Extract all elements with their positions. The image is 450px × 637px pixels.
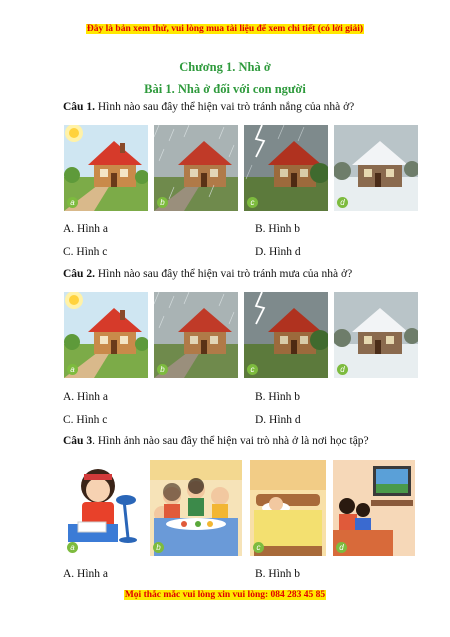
image-label-badge: a — [67, 197, 78, 208]
image-label-badge: c — [247, 197, 258, 208]
q2-image-a-sunny-house — [64, 292, 148, 378]
image-label-badge: c — [253, 542, 264, 553]
question-1-text: Hình nào sau đây thể hiện vai trò tránh nắng của nhà ở? — [94, 101, 355, 113]
footer-contact-notice: Mọi thắc mắc vui lòng xin vui lòng: 084 283 45 85 — [124, 590, 326, 600]
q3-image-c-child-sleeping — [250, 460, 326, 556]
q2-option-d: D. Hình d — [255, 414, 301, 426]
image-label-badge: b — [153, 542, 164, 553]
q1-option-a: A. Hình a — [63, 223, 109, 235]
question-3-text: . Hình ảnh nào sau đây thể hiện vai trò nhà ở là nơi học tập? — [92, 435, 369, 447]
image-label-badge: d — [337, 197, 348, 208]
girl-studying-illustration — [64, 460, 144, 556]
question-2-number: Câu 2. — [63, 268, 95, 280]
q3-image-d-watching-tv — [333, 460, 415, 556]
q2-option-b: B. Hình b — [255, 391, 301, 403]
q3-image-b-family-meal — [150, 460, 242, 556]
question-2 — [63, 268, 352, 280]
child-sleeping-illustration — [250, 460, 326, 556]
q2-image-d-snow-house — [334, 292, 418, 378]
lesson-title: Bài 1. Nhà ở đối với con người — [144, 82, 306, 96]
q2-image-b-rainy-house — [154, 292, 238, 378]
image-label-badge: c — [247, 364, 258, 375]
q2-image-c-storm-house — [244, 292, 328, 378]
preview-notice: Đây là bản xem thử, vui lòng mua tài liệu để xem chi tiết (có lời giải) — [86, 24, 364, 34]
image-label-badge: a — [67, 364, 78, 375]
q1-image-a-sunny-house — [64, 125, 148, 211]
image-label-badge: a — [67, 542, 78, 553]
q1-option-c: C. Hình c — [63, 246, 108, 258]
family-watching-tv-illustration — [333, 460, 415, 556]
q3-image-a-girl-studying — [64, 460, 144, 556]
question-3 — [63, 435, 369, 447]
image-label-badge: d — [336, 542, 347, 553]
question-1 — [63, 101, 354, 113]
q1-image-b-rainy-house — [154, 125, 238, 211]
q2-option-c: C. Hình c — [63, 414, 108, 426]
q3-option-a: A. Hình a — [63, 568, 109, 580]
family-meal-illustration — [150, 460, 242, 556]
q2-option-a: A. Hình a — [63, 391, 109, 403]
image-label-badge: d — [337, 364, 348, 375]
question-3-number: Câu 3 — [63, 435, 93, 447]
question-1-number: Câu 1. — [63, 101, 95, 113]
chapter-title: Chương 1. Nhà ở — [179, 60, 271, 74]
q1-option-d: D. Hình d — [255, 246, 301, 258]
q1-option-b: B. Hình b — [255, 223, 301, 235]
q1-image-d-snow-house — [334, 125, 418, 211]
image-label-badge: b — [157, 364, 168, 375]
image-label-badge: b — [157, 197, 168, 208]
q3-option-b: B. Hình b — [255, 568, 301, 580]
q1-image-c-storm-house — [244, 125, 328, 211]
question-2-text: Hình nào sau đây thể hiện vai trò tránh mưa của nhà ở? — [94, 268, 353, 280]
